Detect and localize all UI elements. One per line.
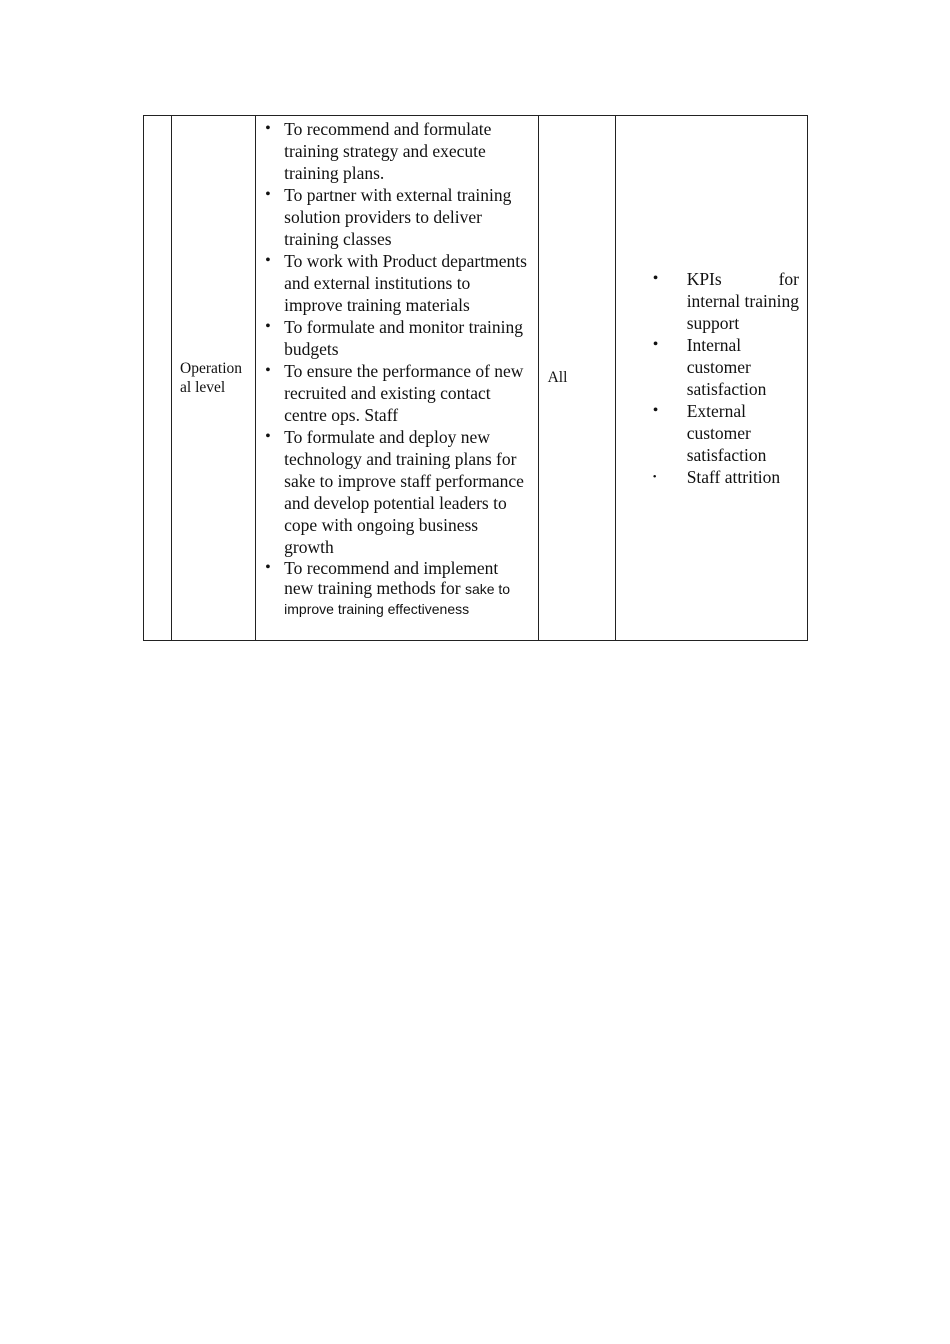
- list-item: [616, 466, 799, 488]
- list-item: [256, 316, 531, 360]
- list-item: [256, 360, 531, 426]
- kpi-text: Internal customer satisfaction: [686, 335, 767, 399]
- responsibilities-list: [256, 116, 537, 618]
- bullet-icon: •: [265, 428, 271, 445]
- scope-label: All: [547, 369, 568, 386]
- responsibility-text: To partner with external training solution providers to deliver training classes: [284, 185, 512, 249]
- kpi-word: KPIs: [686, 269, 722, 289]
- level-cell: [172, 116, 256, 641]
- list-item: [256, 184, 531, 250]
- kpi-list: [616, 268, 807, 488]
- list-item: [256, 118, 531, 184]
- bullet-icon: •: [652, 402, 659, 419]
- bullet-icon: •: [265, 120, 271, 137]
- table-row: [144, 116, 808, 641]
- kpi-first-line: [687, 268, 799, 290]
- scope-cell: [538, 116, 615, 641]
- bullet-icon: •: [265, 559, 271, 576]
- bullet-icon: •: [652, 270, 659, 287]
- kpi-table: [143, 115, 808, 641]
- responsibility-text: To recommend and formulate training strategy and execute training plans.: [284, 119, 492, 183]
- bullet-icon: •: [652, 471, 657, 483]
- bullet-icon: •: [265, 318, 271, 335]
- kpi-text: Staff attrition: [686, 467, 781, 487]
- kpi-word: for: [778, 269, 799, 289]
- responsibility-text: To formulate and monitor training budgets: [284, 317, 524, 359]
- list-item: [256, 558, 531, 618]
- responsibilities-cell: [256, 116, 538, 641]
- responsibility-text: To ensure the performance of new recruited and existing contact centre ops. Staff: [284, 361, 524, 425]
- responsibility-text: To formulate and deploy new technology and training plans for sake to improve staff performance and develop potential leaders to cope with ongoing business growth: [284, 427, 524, 557]
- list-item: [616, 334, 799, 400]
- bullet-icon: •: [265, 362, 271, 379]
- bullet-icon: •: [265, 186, 271, 203]
- responsibility-text-tail: sake to improve training effectiveness: [284, 581, 511, 617]
- list-item: [256, 426, 531, 558]
- bullet-icon: •: [265, 252, 271, 269]
- bullet-icon: •: [652, 336, 659, 353]
- list-item: [616, 400, 799, 466]
- list-item: [256, 250, 531, 316]
- responsibility-text: To work with Product departments and external institutions to improve training materials: [284, 251, 527, 315]
- kpi-text: internal training support: [686, 291, 799, 333]
- level-label: Operation al level: [180, 360, 243, 396]
- list-item: [616, 268, 799, 334]
- kpi-cell: [615, 116, 807, 641]
- responsibility-text: To recommend and implement new training methods for: [284, 558, 499, 598]
- blank-cell: [144, 116, 172, 641]
- kpi-text: External customer satisfaction: [686, 401, 767, 465]
